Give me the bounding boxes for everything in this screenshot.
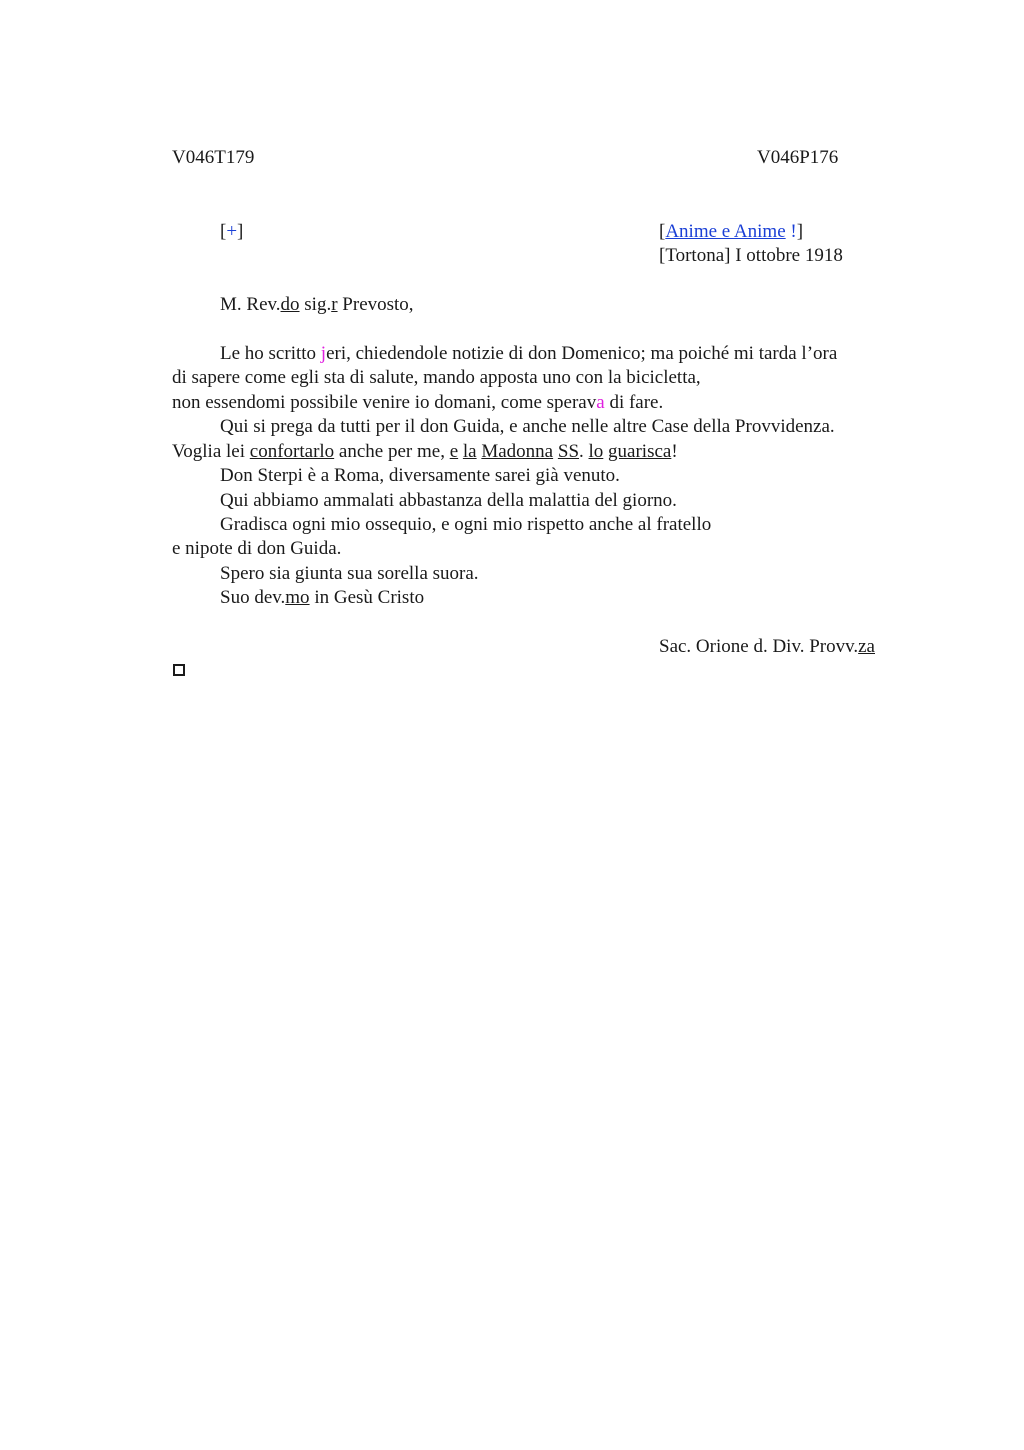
body-line: Gradisca ogni mio ossequio, e ogni mio rispetto anche al fratello <box>220 514 712 535</box>
abbrev-superscript: za <box>858 636 875 657</box>
body-line: Le ho scritto jeri, chiedendole notizie di don Domenico; ma poiché mi tarda l’ora <box>220 343 838 364</box>
body-line: Qui abbiamo ammalati abbastanza della malattia del giorno. <box>220 490 677 511</box>
cross-marker <box>220 220 243 244</box>
abbrev-superscript: do <box>280 294 300 315</box>
abbrev-superscript: mo <box>285 587 310 608</box>
abbrev-superscript: r <box>331 294 338 315</box>
document-title <box>659 220 803 244</box>
body-line: Voglia lei confortarlo anche per me, e la Madonna SS. lo guarisca! <box>172 441 678 462</box>
title-bracket-open: [ <box>659 221 666 242</box>
closing-line: Suo dev.mo in Gesù Cristo <box>220 587 425 608</box>
body-line: di sapere come egli sta di salute, mando apposta uno con la bicicletta, <box>172 367 701 388</box>
bracket-open: [ <box>220 221 227 242</box>
body-line: Don Sterpi è a Roma, diversamente sarei già venuto. <box>220 465 620 486</box>
correction-mark: a <box>596 392 605 413</box>
square-outline-icon <box>173 664 185 676</box>
body-line: non essendomi possibile venire io domani, come sperava di fare. <box>172 392 664 413</box>
document-code-left: V046T179 <box>172 147 255 168</box>
title-exclamation: ! <box>790 221 797 242</box>
salutation: M. Rev.do sig.r Prevosto, <box>220 294 414 315</box>
signature: Sac. Orione d. Div. Provv.za <box>659 636 875 657</box>
body-line: Qui si prega da tutti per il don Guida, e anche nelle altre Case della Provvidenza. <box>220 416 835 437</box>
title-link[interactable]: Anime e Anime <box>665 221 786 242</box>
bracket-close: ] <box>237 221 244 242</box>
body-line: e nipote di don Guida. <box>172 538 342 559</box>
page-code-right: V046P176 <box>757 147 839 168</box>
place-date: [Tortona] I ottobre 1918 <box>659 245 843 266</box>
cross-icon: + <box>226 221 238 242</box>
title-bracket-close: ] <box>796 221 804 242</box>
body-line: Spero sia giunta sua sorella suora. <box>220 563 479 584</box>
correction-mark: j <box>320 343 327 364</box>
